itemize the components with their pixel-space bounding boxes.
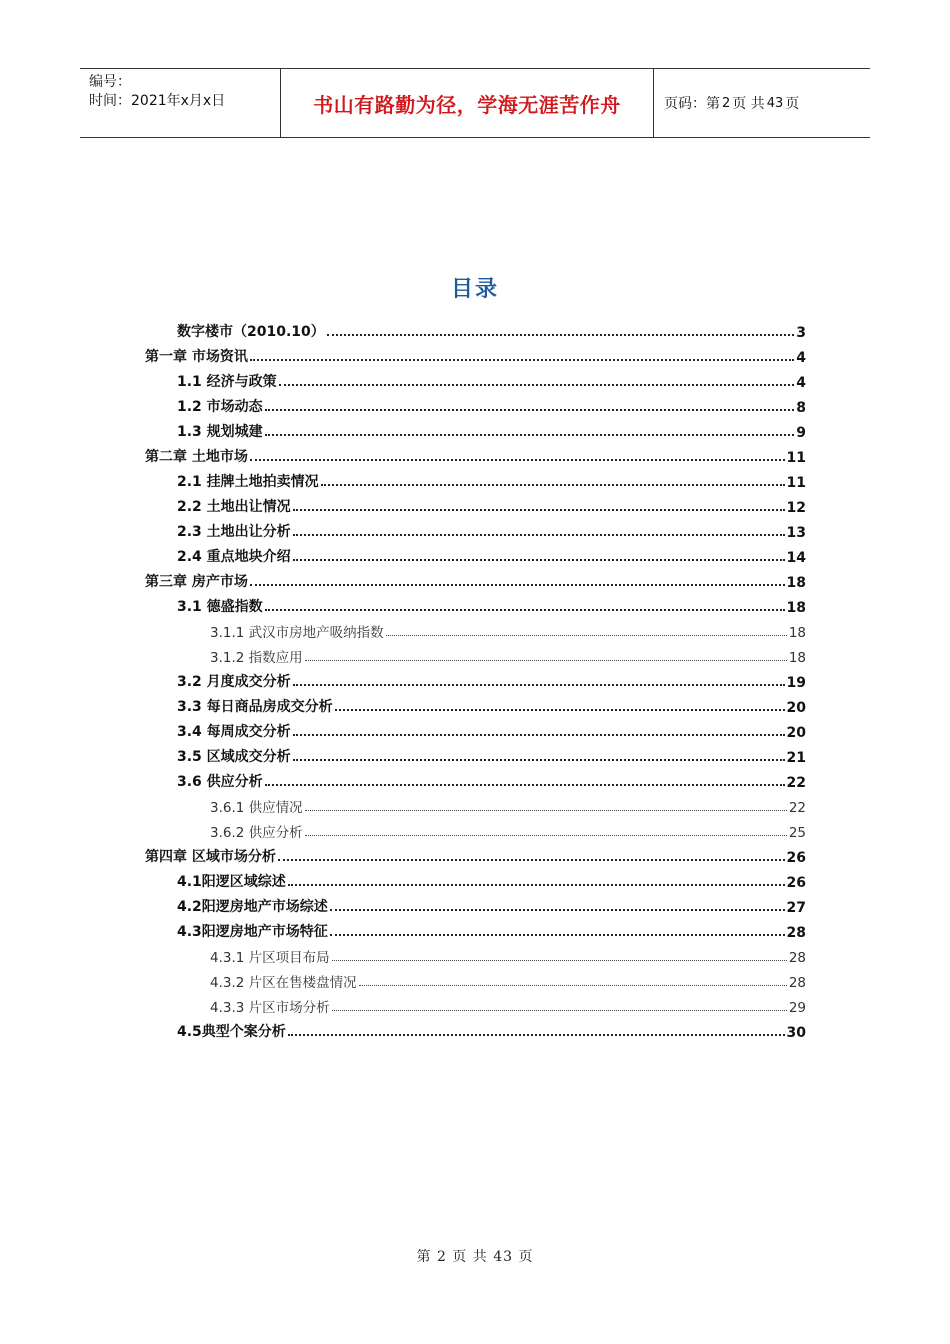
toc-entry[interactable] [145, 641, 806, 666]
toc-entry[interactable] [145, 441, 806, 466]
toc-leader-dots [305, 646, 787, 661]
page-code-prefix: 页码：第 [664, 96, 720, 112]
toc-entry[interactable] [145, 791, 806, 816]
toc-entry-page: 21 [786, 750, 806, 766]
toc-leader-dots [293, 720, 785, 736]
toc-entry-page: 11 [786, 475, 806, 491]
toc-leader-dots [332, 996, 787, 1011]
toc-entry-label: 3.1 德盛指数 [177, 599, 263, 615]
toc-entry-page: 18 [788, 625, 806, 641]
toc-leader-dots [288, 870, 785, 886]
toc-entry[interactable] [145, 516, 806, 541]
toc-entry-label: 4.2阳逻房地产市场综述 [177, 899, 328, 915]
toc-leader-dots [278, 845, 785, 861]
toc-entry-page: 27 [786, 900, 806, 916]
toc-leader-dots [265, 395, 795, 411]
toc-leader-dots [293, 545, 785, 561]
toc-entry-page: 26 [786, 850, 806, 866]
toc-entry-page: 9 [796, 425, 806, 441]
toc-entry-page: 22 [786, 775, 806, 791]
toc-entry-label: 2.4 重点地块介绍 [177, 549, 291, 565]
page-code-suffix: 页 [785, 96, 800, 112]
toc-entry-label: 3.1.2 指数应用 [210, 650, 303, 666]
toc-entry[interactable] [145, 866, 806, 891]
toc-entry-page: 3 [796, 325, 806, 341]
toc-entry-label: 4.3.1 片区项目布局 [210, 950, 330, 966]
toc-entry-page: 29 [788, 1000, 806, 1016]
toc-entry[interactable] [145, 466, 806, 491]
toc-leader-dots [250, 445, 785, 461]
page-header [80, 68, 870, 138]
toc-entry[interactable] [145, 566, 806, 591]
toc-leader-dots [265, 770, 785, 786]
toc-entry-label: 第一章 市场资讯 [145, 349, 248, 365]
toc-entry-label: 2.2 土地出让情况 [177, 499, 291, 515]
toc-entry[interactable] [145, 591, 806, 616]
toc-entry-page: 30 [786, 1025, 806, 1041]
toc-leader-dots [332, 946, 787, 961]
toc-leader-dots [305, 821, 787, 836]
toc-entry-label: 3.6.1 供应情况 [210, 800, 303, 816]
page-code-current: 2 [722, 95, 731, 111]
toc-entry-page: 11 [786, 450, 806, 466]
toc-entry-label: 1.2 市场动态 [177, 399, 263, 415]
toc-entry-page: 18 [788, 650, 806, 666]
toc-entry-page: 26 [786, 875, 806, 891]
toc-entry-label: 1.3 规划城建 [177, 424, 263, 440]
toc-entry-page: 12 [786, 500, 806, 516]
toc-leader-dots [250, 345, 794, 361]
toc-entry[interactable] [145, 616, 806, 641]
toc-entry-page: 20 [786, 725, 806, 741]
toc-leader-dots [265, 595, 785, 611]
toc-entry-page: 22 [788, 800, 806, 816]
toc-entry[interactable] [145, 366, 806, 391]
toc-leader-dots [321, 470, 785, 486]
toc-entry[interactable] [145, 666, 806, 691]
header-meta [80, 69, 281, 137]
toc-entry-page: 14 [786, 550, 806, 566]
document-date: 时间：2021年x月x日 [89, 93, 226, 109]
toc-entry[interactable] [145, 916, 806, 941]
toc-entry[interactable] [145, 716, 806, 741]
toc-entry[interactable] [145, 541, 806, 566]
toc-entry-label: 第三章 房产市场 [145, 574, 248, 590]
toc-entry[interactable] [145, 966, 806, 991]
toc-entry[interactable] [145, 316, 806, 341]
toc-entry[interactable] [145, 491, 806, 516]
toc-entry-label: 3.4 每周成交分析 [177, 724, 291, 740]
page-code-total: 43 [766, 95, 784, 111]
toc-leader-dots [335, 695, 785, 711]
toc-entry-label: 4.5典型个案分析 [177, 1024, 286, 1040]
header-motto: 书山有路勤为径，学海无涯苦作舟 [281, 69, 654, 137]
page-code-mid: 页 共 [732, 96, 765, 112]
toc-entry-page: 4 [796, 350, 806, 366]
toc-entry[interactable] [145, 741, 806, 766]
toc-entry-page: 20 [786, 700, 806, 716]
toc-entry-page: 19 [786, 675, 806, 691]
table-of-contents [145, 316, 806, 1041]
toc-leader-dots [279, 370, 795, 386]
toc-leader-dots [305, 796, 787, 811]
toc-entry[interactable] [145, 391, 806, 416]
toc-entry[interactable] [145, 941, 806, 966]
toc-leader-dots [386, 621, 787, 636]
toc-entry-label: 4.3.3 片区市场分析 [210, 1000, 330, 1016]
toc-leader-dots [250, 570, 785, 586]
toc-entry[interactable] [145, 1016, 806, 1041]
toc-entry-label: 3.6.2 供应分析 [210, 825, 303, 841]
toc-entry-label: 1.1 经济与政策 [177, 374, 277, 390]
toc-leader-dots [327, 320, 794, 336]
toc-leader-dots [359, 971, 787, 986]
toc-entry-page: 4 [796, 375, 806, 391]
toc-entry-page: 18 [786, 600, 806, 616]
toc-entry-page: 18 [786, 575, 806, 591]
toc-entry-label: 4.3阳逻房地产市场特征 [177, 924, 328, 940]
toc-leader-dots [330, 895, 785, 911]
toc-entry-label: 3.5 区域成交分析 [177, 749, 291, 765]
toc-leader-dots [293, 670, 785, 686]
toc-entry-label: 4.1阳逻区域综述 [177, 874, 286, 890]
toc-entry-label: 第四章 区域市场分析 [145, 849, 276, 865]
toc-entry-label: 2.1 挂牌土地拍卖情况 [177, 474, 319, 490]
toc-entry-label: 2.3 土地出让分析 [177, 524, 291, 540]
toc-entry-page: 28 [788, 950, 806, 966]
toc-entry-label: 3.1.1 武汉市房地产吸纳指数 [210, 625, 384, 641]
page-footer: 第 2 页 共 43 页 [416, 1249, 534, 1265]
toc-leader-dots [265, 420, 795, 436]
toc-entry[interactable] [145, 691, 806, 716]
document-number-label: 编号： [89, 74, 131, 90]
toc-entry[interactable] [145, 766, 806, 791]
toc-entry-label: 3.2 月度成交分析 [177, 674, 291, 690]
toc-leader-dots [293, 745, 785, 761]
toc-entry-page: 25 [788, 825, 806, 841]
toc-entry[interactable] [145, 841, 806, 866]
toc-entry[interactable] [145, 891, 806, 916]
toc-leader-dots [330, 920, 785, 936]
toc-title: 目录 [450, 277, 499, 302]
toc-entry[interactable] [145, 816, 806, 841]
toc-entry[interactable] [145, 341, 806, 366]
toc-leader-dots [288, 1020, 785, 1036]
toc-entry-page: 8 [796, 400, 806, 416]
toc-entry-label: 数字楼市（2010.10） [177, 324, 325, 340]
toc-entry-label: 3.3 每日商品房成交分析 [177, 699, 333, 715]
toc-entry-page: 28 [786, 925, 806, 941]
header-page-code [654, 69, 870, 137]
toc-entry[interactable] [145, 416, 806, 441]
toc-entry-label: 第二章 土地市场 [145, 449, 248, 465]
toc-entry-page: 13 [786, 525, 806, 541]
toc-entry-page: 28 [788, 975, 806, 991]
toc-entry[interactable] [145, 991, 806, 1016]
toc-leader-dots [293, 520, 785, 536]
toc-leader-dots [293, 495, 785, 511]
toc-entry-label: 3.6 供应分析 [177, 774, 263, 790]
toc-entry-label: 4.3.2 片区在售楼盘情况 [210, 975, 357, 991]
